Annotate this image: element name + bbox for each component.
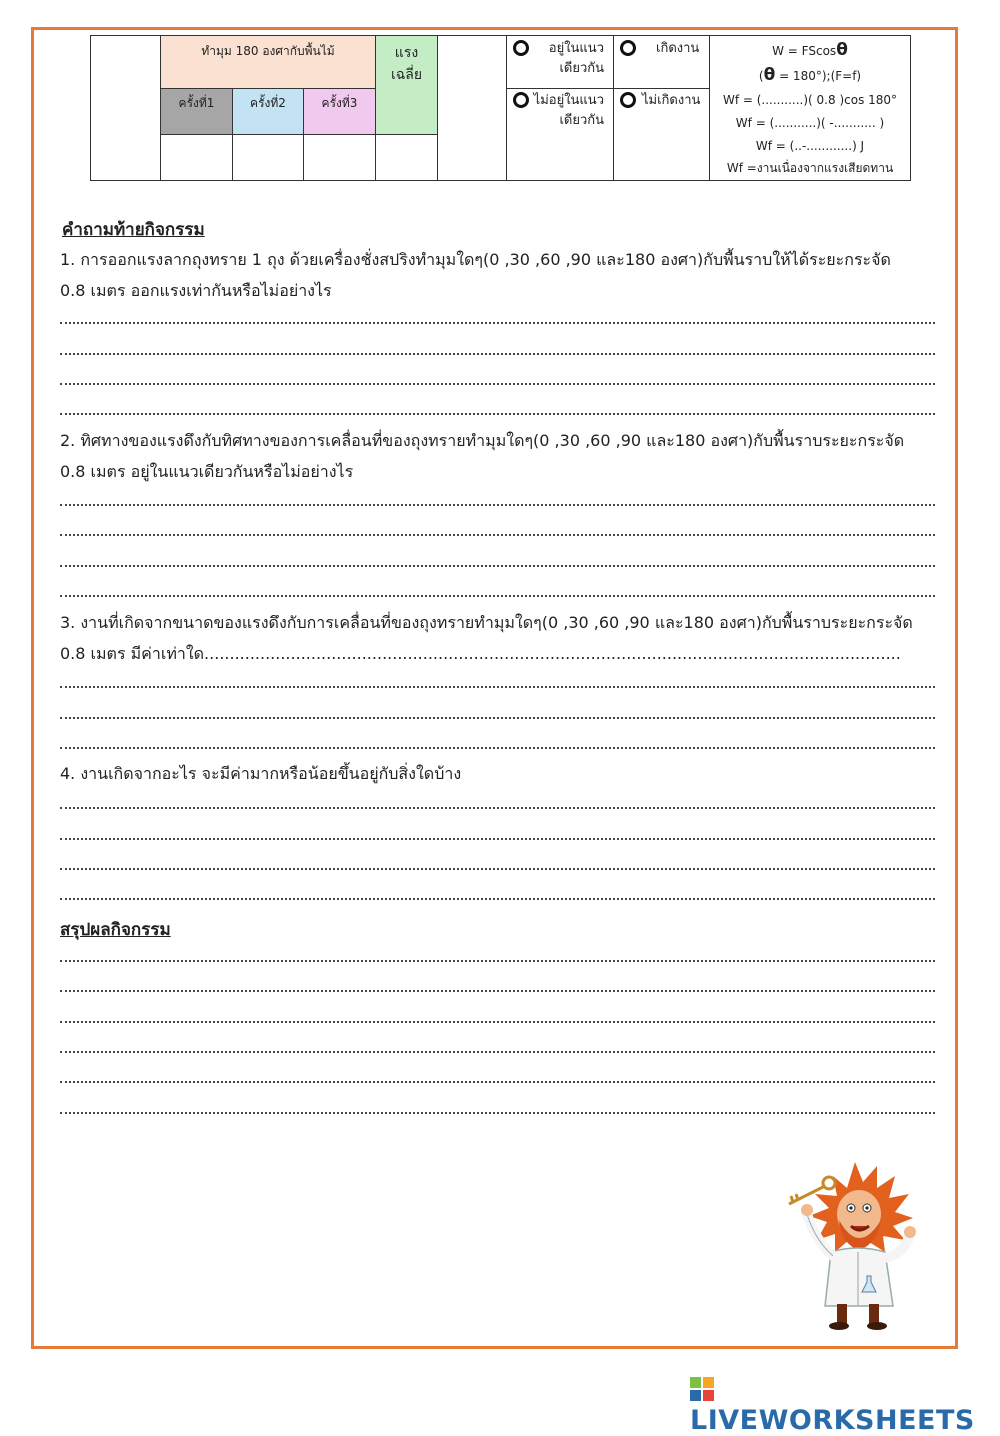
answer-line[interactable]	[60, 868, 935, 870]
summary-line[interactable]	[60, 1112, 935, 1114]
question-3: 3. งานที่เกิดจากขนาดของแรงดึงกับการเคลื่อนที่ของถุงทรายทำมุมใดๆ(0 ,30 ,60 ,90 และ180 องศา)กับพื้นราบระยะกระจัด 0.8 เมตร มีค่าเท่าใด.........................................................................................................................................	[60, 613, 913, 663]
answer-line[interactable]	[60, 504, 935, 506]
option-same-line: อยู่ในแนว เดียวกัน	[548, 41, 604, 76]
answer-line[interactable]	[60, 717, 935, 719]
answer-line[interactable]	[60, 413, 935, 415]
summary-line[interactable]	[60, 990, 935, 992]
radio-no-work[interactable]	[620, 92, 636, 108]
liveworksheets-logo: LIVEWORKSHEETS	[690, 1374, 1000, 1436]
summary-heading: สรุปผลกิจกรรม	[60, 920, 171, 940]
liveworksheets-logo-icon	[690, 1377, 714, 1401]
answer-line[interactable]	[60, 565, 935, 567]
answer-line[interactable]	[60, 807, 935, 809]
answer-line[interactable]	[60, 747, 935, 749]
answer-line[interactable]	[60, 838, 935, 840]
option-work: เกิดงาน	[656, 41, 700, 56]
trial-2-header: ครั้งที่2	[232, 88, 304, 135]
avg-force-input[interactable]	[375, 134, 438, 181]
answer-line[interactable]	[60, 595, 935, 597]
answer-line[interactable]	[60, 898, 935, 900]
answer-line[interactable]	[60, 534, 935, 536]
answer-line[interactable]	[60, 322, 935, 324]
answer-line[interactable]	[60, 383, 935, 385]
formula-line-6: Wf =งานเนื่องจากแรงเสียดทาน	[726, 161, 894, 175]
trial-1-header: ครั้งที่1	[160, 88, 233, 135]
radio-same-line[interactable]	[513, 40, 529, 56]
summary-line[interactable]	[60, 960, 935, 962]
formula-line-4: Wf = (...........)( -........... )	[735, 116, 885, 130]
formula-line-5: Wf = (..-............) J	[755, 139, 865, 153]
question-1: 1. การออกแรงลากถุงทราย 1 ถุง ด้วยเครื่องชั่งสปริงทำมุมใดๆ(0 ,30 ,60 ,90 และ180 องศา)กับพื้นราบให้ได้ระยะกระจัด 0.8 เมตร ออกแรงเท่ากันหรือไม่อย่างไร	[60, 250, 891, 300]
trial-1-input[interactable]	[160, 134, 233, 181]
summary-line[interactable]	[60, 1081, 935, 1083]
angle-header: ทำมุม 180 องศากับพื้นไม้	[160, 35, 376, 89]
radio-not-same-line[interactable]	[513, 92, 529, 108]
avg-force-header: แรง เฉลี่ย	[375, 35, 438, 135]
option-not-same-line: ไม่อยู่ในแนว เดียวกัน	[533, 93, 604, 128]
answer-line[interactable]	[60, 353, 935, 355]
questions-heading: คำถามท้ายกิจกรรม	[62, 220, 205, 240]
question-4: 4. งานเกิดจากอะไร จะมีค่ามากหรือน้อยขึ้นอยู่กับสิ่งใดบ้าง	[60, 764, 462, 783]
table-left-cell	[90, 35, 161, 181]
trial-3-header: ครั้งที่3	[303, 88, 376, 135]
formula-line-2: (θ = 180°);(F=f)	[758, 65, 862, 85]
trial-2-input[interactable]	[232, 134, 304, 181]
option-no-work: ไม่เกิดงาน	[642, 93, 701, 108]
summary-line[interactable]	[60, 1051, 935, 1053]
trial-3-input[interactable]	[303, 134, 376, 181]
radio-work[interactable]	[620, 40, 636, 56]
summary-line[interactable]	[60, 1021, 935, 1023]
formula-line-3: Wf = (...........)( 0.8 )cos 180°	[722, 93, 898, 107]
answer-line[interactable]	[60, 686, 935, 688]
question-2: 2. ทิศทางของแรงดึงกับทิศทางของการเคลื่อนที่ของถุงทรายทำมุมใดๆ(0 ,30 ,60 ,90 และ180 องศา)กับพื้นราบระยะกระจัด 0.8 เมตร อยู่ในแนวเดียวกันหรือไม่อย่างไร	[60, 431, 905, 481]
formula-line-1: W = FScosθ	[772, 40, 848, 60]
table-spacer-cell	[437, 35, 507, 181]
scientist-mascot-image	[785, 1160, 925, 1330]
